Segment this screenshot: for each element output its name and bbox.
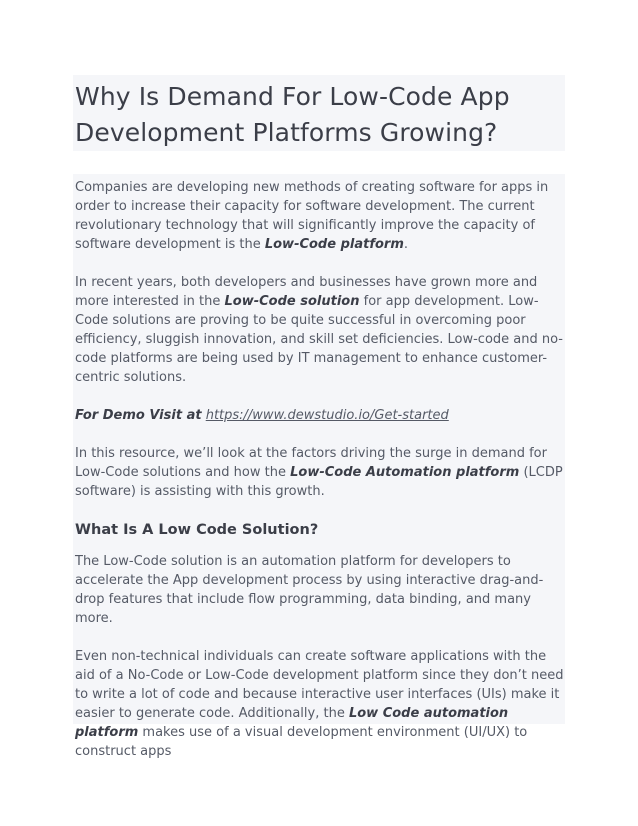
paragraph-intro: Companies are developing new methods of creating software for apps in order to increase their capacity for software development. The current revolutionary technology that will significantly improve the capacity of software development is the Low-Code platform. <box>75 180 549 252</box>
emphasis-low-code-solution: Low-Code solution <box>224 294 360 309</box>
paragraph-definition: The Low-Code solution is an automation platform for developers to accelerate the App development process by using interactive drag-and-drop features that include flow programming, data binding, and many more. <box>75 554 544 626</box>
article-body <box>73 174 565 759</box>
paragraph-non-technical: Even non-technical individuals can create software applications with the aid of a No-Code or Low-Code development platform since they don’t need to write a lot of code and because interactive user interfaces (UIs) make it easier to generate code. Additionally, the Low Code automation platform makes use of a visual development environment (UI/UX) to construct apps <box>75 649 564 759</box>
demo-line <box>75 406 565 425</box>
emphasis-low-code-automation-platform: Low Code automation platform <box>75 706 509 740</box>
emphasis-low-code-platform: Low-Code platform <box>264 237 404 252</box>
page-title: Why Is Demand For Low-Code App Development Platforms Growing? <box>75 82 510 147</box>
demo-link[interactable]: https://www.dewstudio.io/Get-started <box>205 408 449 423</box>
demo-label: For Demo Visit at <box>75 408 202 423</box>
section-heading: What Is A Low Code Solution? <box>75 522 319 538</box>
title-block <box>73 75 565 151</box>
emphasis-automation-platform: Low-Code Automation platform <box>290 465 520 480</box>
paragraph-interest: In recent years, both developers and businesses have grown more and more interested in the Low-Code solution for app development. Low-Code solutions are proving to be quite successful in overcoming poor efficiency, sluggish innovation, and skill set deficiencies. Low-code and no-code platforms are being used by IT management to enhance customer-centric solutions. <box>75 275 564 385</box>
paragraph-resource: In this resource, we’ll look at the factors driving the surge in demand for Low-Code solutions and how the Low-Code Automation platform (LCDP software) is assisting with this growth. <box>75 446 563 499</box>
